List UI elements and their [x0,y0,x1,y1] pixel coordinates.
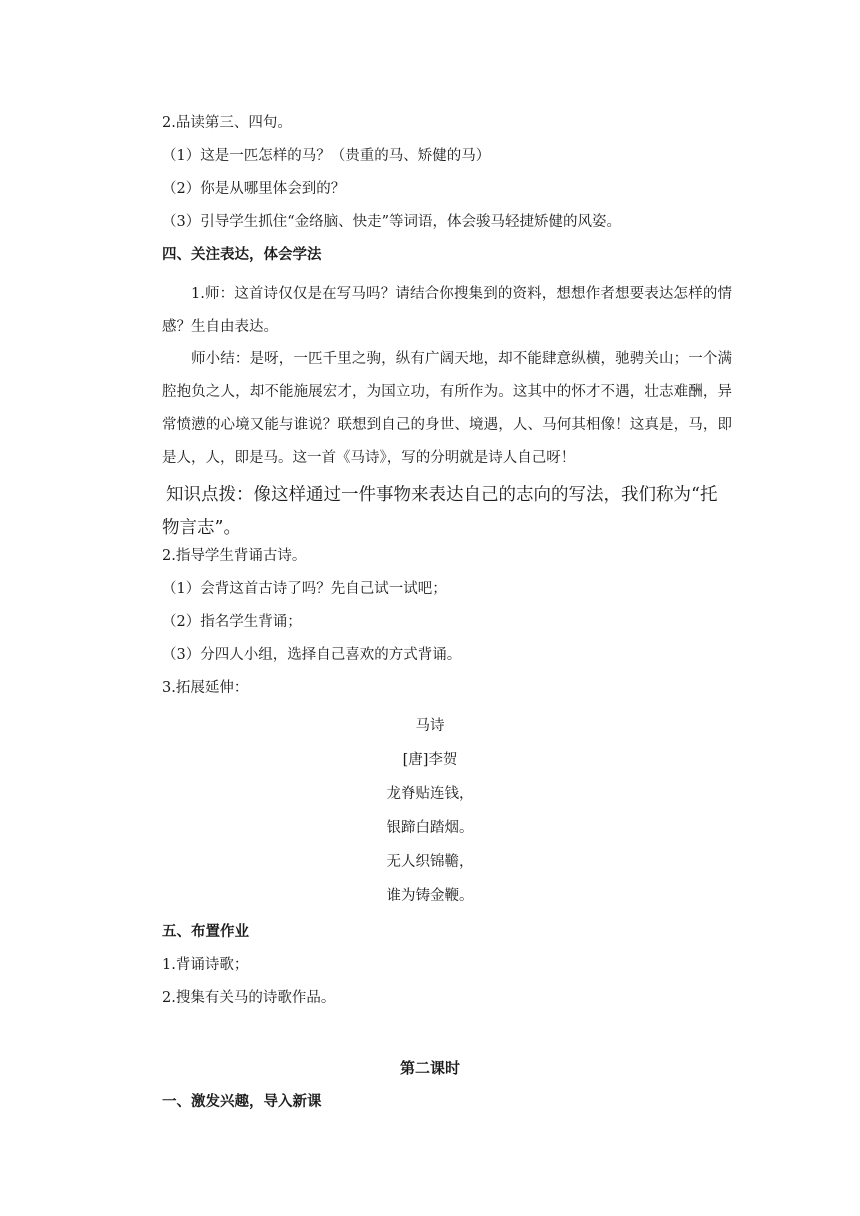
homework-1: 1.背诵诗歌； [162,957,249,973]
recite-step-2: （2）指名学生背诵； [162,614,302,630]
teacher-question-paragraph: 1.师：这首诗仅仅是在写马吗？请结合你搜集到的资料，想想作者想要表达怎样的情感？生自由表达。 [162,286,732,335]
recite-step-3: （3）分四人小组，选择自己喜欢的方式背诵。 [162,647,462,663]
recite-step-1: （1）会背这首古诗了吗？先自己试一试吧； [162,581,447,597]
heading-section-four: 四、关注表达，体会学法 [162,247,322,263]
poem-line: 谁为铸金鞭。 [386,888,474,904]
lesson-two-title: 第二课时 [399,1059,460,1077]
item-2-read-lines: 2.品读第三、四句。 [162,115,292,131]
heading-lesson-two-part-one: 一、激发兴趣，导入新课 [162,1094,322,1110]
heading-section-five: 五、布置作业 [162,924,249,940]
question-1: （1）这是一匹怎样的马？（贵重的马、矫健的马） [162,148,491,164]
question-3: （3）引导学生抓住“金络脑、快走”等词语，体会骏马轻捷矫健的风姿。 [162,214,622,230]
poem-author: [唐]李贺 [402,752,458,768]
poem-title: 马诗 [415,718,445,734]
question-2: （2）你是从哪里体会到的？ [162,181,346,197]
homework-2: 2.搜集有关马的诗歌作品。 [162,990,336,1006]
poem-line: 银蹄白踏烟。 [386,820,474,836]
poem-line: 龙脊贴连钱， [386,786,474,802]
item-2-recite: 2.指导学生背诵古诗。 [162,548,307,564]
item-3-extension: 3.拓展延伸： [162,680,249,696]
poem-line: 无人织锦韂， [386,854,474,870]
teacher-summary-paragraph: 师小结：是呀，一匹千里之驹，纵有广阔天地，却不能肆意纵横，驰骋关山；一个满腔抱负之人，却不能施展宏才，为国立功，有所作为。这其中的怀才不遇，壮志难酬，异常愤懑的心境又能与谁说？联想到自己的身世、境遇，人、马何其相像！这真是，马，即是人，人，即是马。这一首《马诗》，写的分明就是诗人自己呀！ [162,351,732,466]
knowledge-tip-paragraph: 知识点拨：像这样通过一件事物来表达自己的志向的写法，我们称为“托物言志”。 [162,485,718,538]
